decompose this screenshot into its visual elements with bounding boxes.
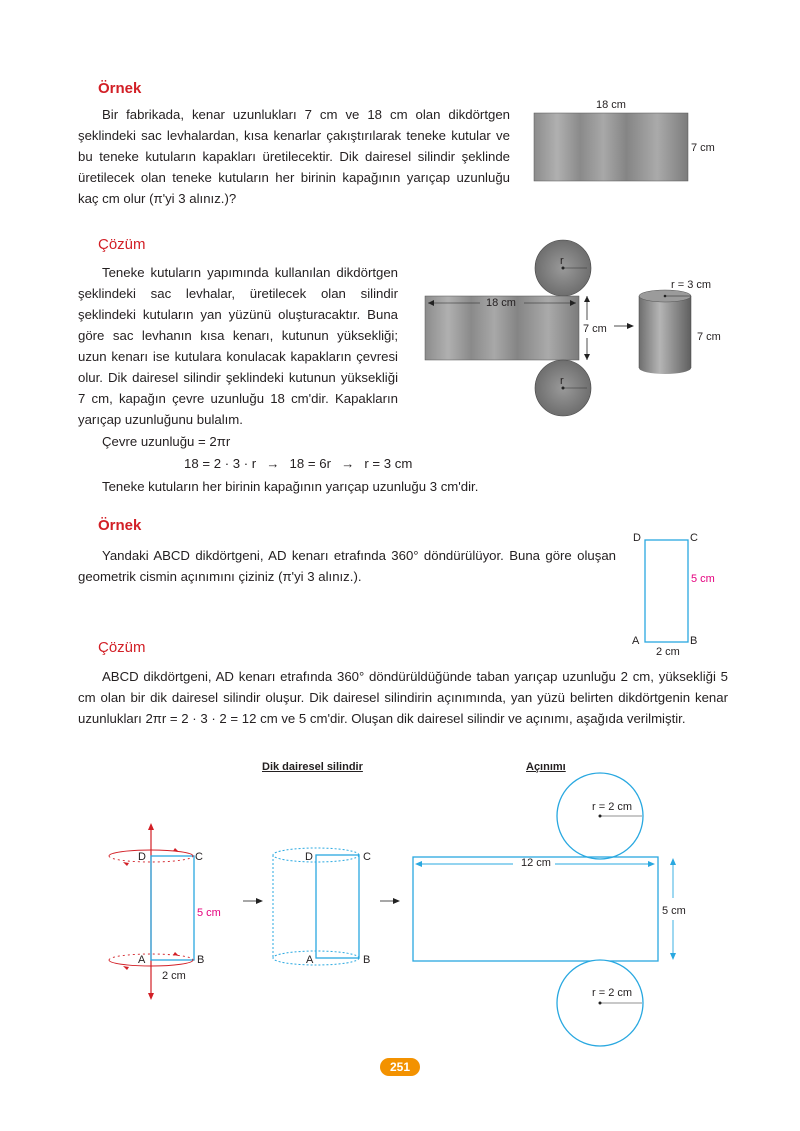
net2-top-radius-label: r = 2 cm — [592, 801, 633, 813]
example2-rectangle-figure — [640, 535, 700, 647]
cyl-vertex-b-label: B — [363, 954, 371, 966]
equation-step-3: r = 3 cm — [364, 456, 413, 471]
rotating-rectangle — [151, 856, 194, 960]
cyl-vertex-a-label: A — [306, 954, 314, 966]
sheet-height-label: 7 cm — [691, 142, 715, 154]
net-height-label: 7 cm — [583, 323, 607, 335]
cyl-vertex-c-label: C — [363, 851, 371, 863]
cyl-vertex-d-label: D — [305, 851, 313, 863]
page-number-badge: 251 — [380, 1058, 420, 1076]
cylinder-height-label: 7 cm — [697, 331, 721, 343]
net-top-radius-label: r — [560, 255, 564, 267]
rot-vertex-b-label: B — [197, 954, 205, 966]
vertex-c-label: C — [690, 532, 698, 544]
cylinder-radius-label: r = 3 cm — [671, 279, 712, 291]
equation-step-1: 18 = 2 · 3 · r — [184, 456, 257, 471]
solution2-text: ABCD dikdörtgeni, AD kenarı etrafında 360° döndürüldüğünde taban yarıçap uzunluğu 2 cm, yüksekliği 5 cm olan bir dik dairesel silindir oluşur. Dik dairesel silindirin açınımında, yan yüzü belirten dikdörtgenin kenar uzunlukları 2πr = 2 · 3 · 2 = 12 cm ve 5 cm'dir. Oluşan dik dairesel silindir ve açınımı, aşağıda verilmiştir. — [78, 669, 728, 726]
equation-step-2: 18 = 6r — [289, 456, 331, 471]
solution-cylinder — [273, 848, 359, 965]
rot-vertex-c-label: C — [195, 851, 203, 863]
sheet-width-label: 18 cm — [596, 99, 626, 111]
abcd-rectangle — [645, 540, 688, 642]
arrow-icon: → — [341, 456, 355, 471]
side-ab-label: 2 cm — [656, 646, 680, 658]
example1-heading: Örnek — [98, 80, 142, 97]
example1-text: Bir fabrikada, kenar uzunlukları 7 cm ve 18 cm olan dikdörtgen şeklindeki sac levhalardan, kısa kenarlar çakıştırılarak teneke kutular ve bu teneke kutuların kapakları üretilecektir. Dik dairesel silindir şeklinde üretilecek olan teneke kutuların her birinin kapağının yarıçap uzunluğu kaç cm olur (π'yi 3 alınız.)? — [78, 107, 510, 206]
net2-bottom-radius-label: r = 2 cm — [592, 987, 633, 999]
solution2-heading: Çözüm — [98, 639, 146, 656]
cylinder-title: Dik dairesel silindir — [262, 761, 363, 773]
vertex-a-label: A — [632, 635, 640, 647]
metal-sheet — [534, 113, 688, 181]
net-title: Açınımı — [526, 761, 566, 773]
net-bottom-radius-label: r — [560, 375, 564, 387]
solution1-conclusion: Teneke kutuların her birinin kapağının yarıçap uzunluğu 3 cm'dir. — [102, 479, 479, 494]
net-width-label: 18 cm — [486, 297, 516, 309]
example2-heading: Örnek — [98, 517, 142, 534]
vertex-d-label: D — [633, 532, 641, 544]
rot-vertex-a-label: A — [138, 954, 146, 966]
side-bc-label: 5 cm — [691, 573, 715, 585]
arrow-icon: → — [266, 456, 280, 471]
net-rectangle — [413, 857, 658, 961]
solution1-formula: Çevre uzunluğu = 2πr — [102, 434, 231, 449]
net2-width-label: 12 cm — [521, 857, 551, 869]
tin-can-cylinder — [639, 296, 691, 368]
solution1-text: Teneke kutuların yapımında kullanılan dikdörtgen şeklindeki sac levhalar, üretilecek olan silindir şeklindeki kutuların yan yüzünü oluşturacaktır. Buna göre sac levhanın kısa kenarı, kutunun yüksekliği; uzun kenarı ise kutulara konulacak kapakların çevresi olur. Dik dairesel silindir şeklindeki kutunun yüksekliği 7 cm, kapağın çevre uzunluğu 18 cm'dir. Kapakların yarıçap uzunluğunu bulalım. — [78, 265, 398, 427]
solution1-net-figure — [420, 238, 740, 428]
solution1-heading: Çözüm — [98, 236, 146, 253]
rot-width-label: 2 cm — [162, 970, 186, 982]
solution1-equation — [184, 453, 412, 474]
vertex-b-label: B — [690, 635, 698, 647]
rot-vertex-d-label: D — [138, 851, 146, 863]
rot-height-label: 5 cm — [197, 907, 221, 919]
example2-text: Yandaki ABCD dikdörtgeni, AD kenarı etrafında 360° döndürülüyor. Buna göre oluşan geometrik cismin açınımını çiziniz (π'yi 3 alınız.). — [78, 548, 616, 584]
net2-height-label: 5 cm — [662, 905, 686, 917]
